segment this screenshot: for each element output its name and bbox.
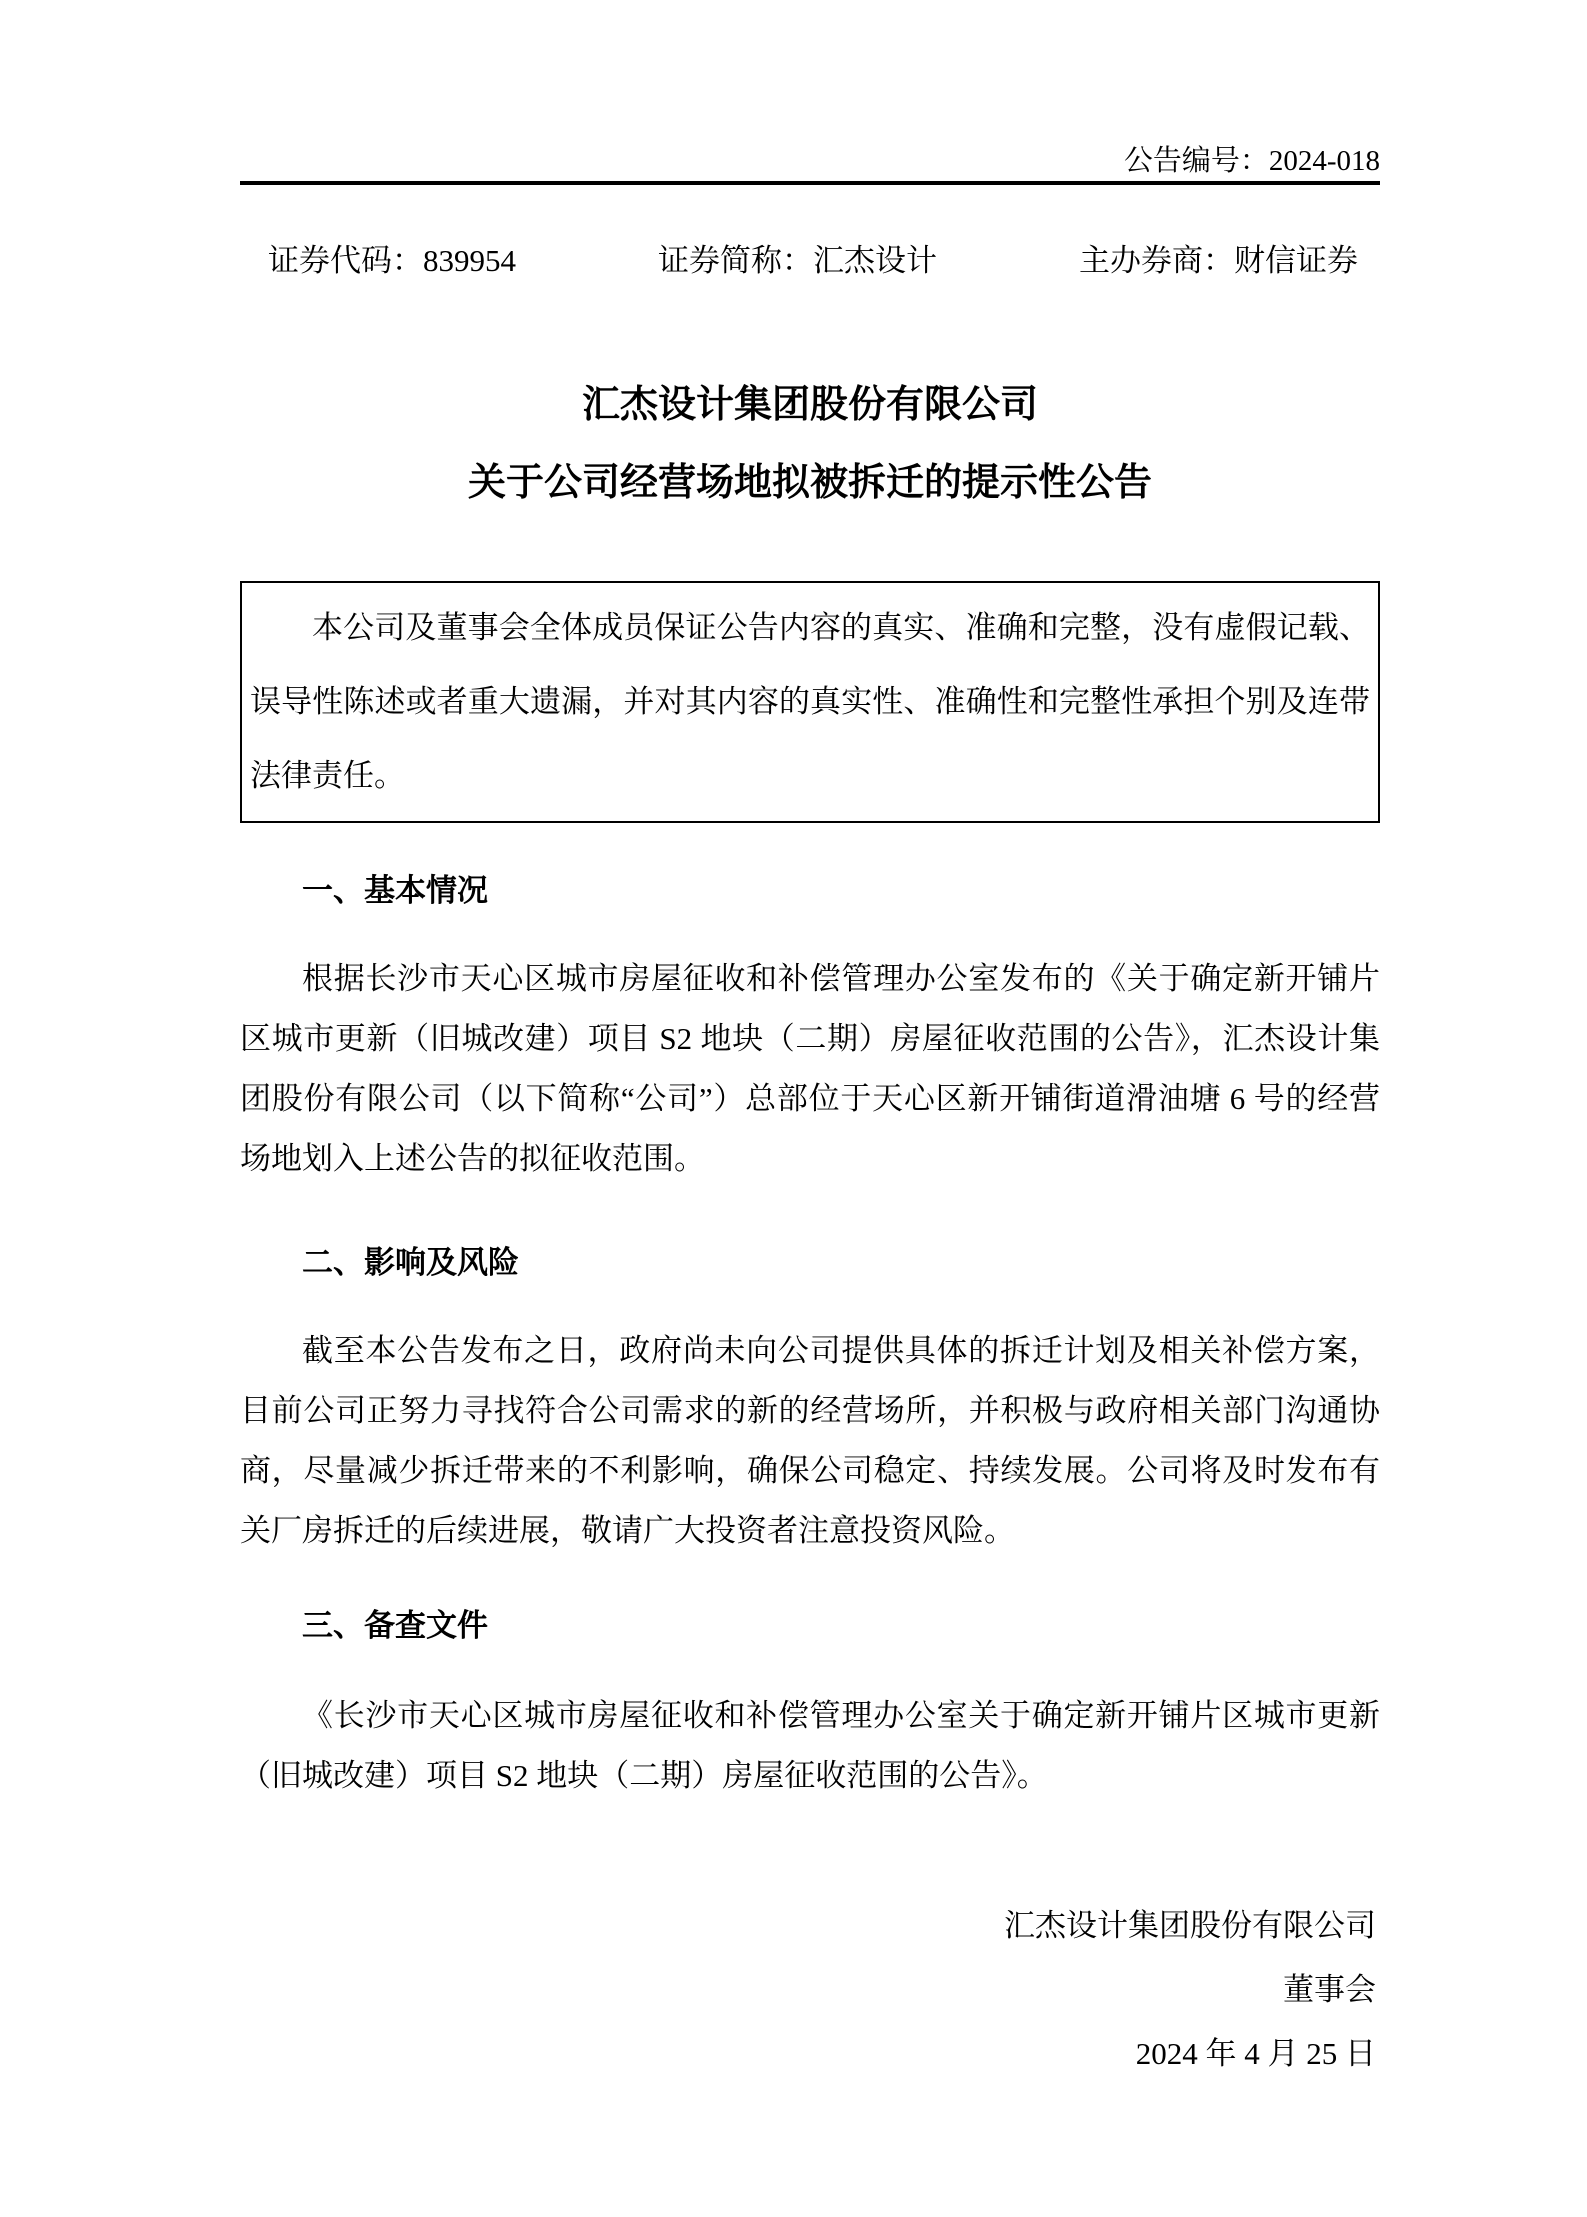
section-heading-reference-documents: 三、备查文件 (302, 1608, 488, 1643)
signature-company: 汇杰设计集团股份有限公司 (1004, 1908, 1376, 1943)
securities-abbr: 证券简称：汇杰设计 (658, 243, 937, 278)
section-paragraph-impact-risk: 截至本公告发布之日，政府尚未向公司提供具体的拆迁计划及相关补偿方案，目前公司正努力寻找符合公司需求的新的经营场所，并积极与政府相关部门沟通协商，尽量减少拆迁带来的不利影响，确保公司稳定、持续发展。公司将及时发布有关厂房拆迁的后续进展，敬请广大投资者注意投资风险。 (240, 1333, 1380, 1548)
signature-block (240, 1894, 1380, 2086)
signature-signer: 董事会 (1283, 1972, 1376, 2007)
sponsor-broker: 主办券商：财信证券 (1079, 243, 1358, 278)
securities-code: 证券代码：839954 (268, 243, 516, 278)
section-paragraph-basic-situation: 根据长沙市天心区城市房屋征收和补偿管理办公室发布的《关于确定新开铺片区城市更新（旧城改建）项目 S2 地块（二期）房屋征收范围的公告》，汇杰设计集团股份有限公司（以下简称“公司”）总部位于天心区新开铺街道滑油塘 6 号的经营场地划入上述公告的拟征收范围。 (240, 961, 1380, 1176)
section-heading-impact-risk: 二、影响及风险 (302, 1245, 519, 1280)
header-rule (240, 181, 1380, 185)
title-company-name: 汇杰设计集团股份有限公司 (581, 384, 1038, 426)
signature-date: 2024 年 4 月 25 日 (1135, 2036, 1376, 2071)
document-page (240, 0, 1380, 2086)
announcement-number: 公告编号：2024-018 (1123, 145, 1380, 177)
securities-info-row (240, 239, 1380, 283)
section-paragraph-reference-documents: 《长沙市天心区城市房屋征收和补偿管理办公室关于确定新开铺片区城市更新（旧城改建）项目 S2 地块（二期）房屋征收范围的公告》。 (240, 1698, 1380, 1793)
title-announcement-subject: 关于公司经营场地拟被拆迁的提示性公告 (467, 462, 1152, 504)
disclaimer-box (240, 581, 1380, 823)
section-heading-basic-situation: 一、基本情况 (302, 873, 488, 908)
disclaimer-text: 本公司及董事会全体成员保证公告内容的真实、准确和完整，没有虚假记载、误导性陈述或者重大遗漏，并对其内容的真实性、准确性和完整性承担个别及连带法律责任。 (250, 610, 1370, 793)
